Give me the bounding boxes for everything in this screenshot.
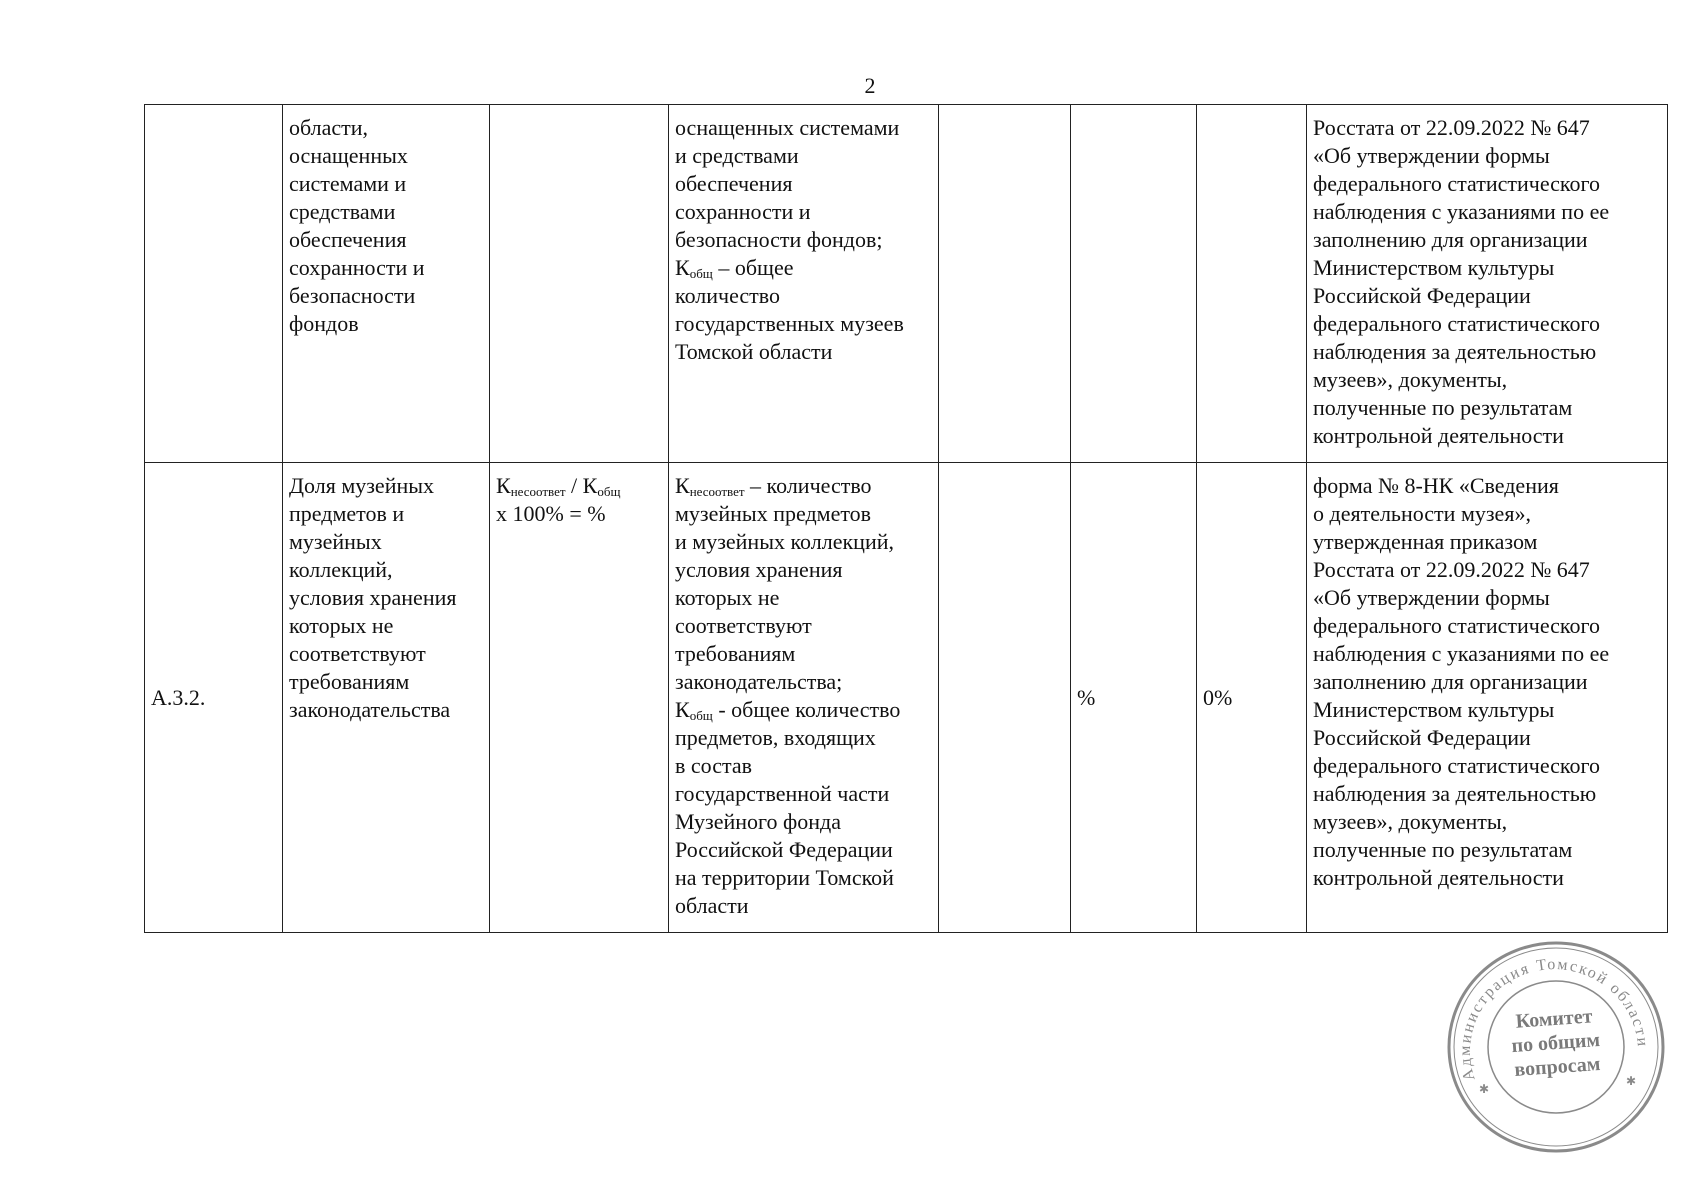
text-line: условия хранения bbox=[289, 585, 457, 610]
text-line: наблюдения за деятельностью bbox=[1313, 339, 1597, 364]
page-number: 2 bbox=[864, 73, 876, 98]
text-line: федерального статистического bbox=[1313, 311, 1600, 336]
text-line: сохранности и bbox=[675, 199, 811, 224]
text-line: законодательства; bbox=[675, 669, 843, 694]
text-line: Российской Федерации bbox=[675, 837, 893, 862]
text-line: условия хранения bbox=[675, 557, 843, 582]
text-line: заполнению для организации bbox=[1313, 227, 1588, 252]
text-line: полученные по результатам bbox=[1313, 395, 1573, 420]
text-line: музейных bbox=[289, 529, 382, 554]
text-line: федерального статистического bbox=[1313, 613, 1600, 638]
cell-number: А.3.2. bbox=[145, 463, 283, 933]
text-line: оснащенных bbox=[289, 143, 408, 168]
text-line: области bbox=[675, 893, 749, 918]
cell-unit bbox=[1071, 105, 1197, 463]
text-line: и музейных коллекций, bbox=[675, 529, 894, 554]
text-line: сохранности и bbox=[289, 255, 425, 280]
text-line: утвержденная приказом bbox=[1313, 529, 1538, 554]
text-line: области, bbox=[289, 115, 369, 140]
cell-indicator-name bbox=[283, 105, 490, 463]
cell-source bbox=[1307, 463, 1668, 933]
text-line: контрольной деятельности bbox=[1313, 423, 1564, 448]
text-line: наблюдения с указаниями по ее bbox=[1313, 199, 1610, 224]
text-line: музеев», документы, bbox=[1313, 809, 1508, 834]
star-icon: ✱ bbox=[1479, 1082, 1490, 1096]
text-line: количество bbox=[675, 283, 781, 308]
cell-description bbox=[669, 463, 939, 933]
text-line: музеев», документы, bbox=[1313, 367, 1508, 392]
text-line: законодательства bbox=[289, 697, 451, 722]
text-line: соответствуют bbox=[675, 613, 812, 638]
text-line: музейных предметов bbox=[675, 501, 872, 526]
text-line: на территории Томской bbox=[675, 865, 894, 890]
cell-value bbox=[1197, 105, 1307, 463]
text-line: оснащенных системами bbox=[675, 115, 900, 140]
text-line: обеспечения bbox=[675, 171, 793, 196]
text-line: фондов bbox=[289, 311, 359, 336]
stamp-line: вопросам bbox=[1513, 1052, 1602, 1081]
official-stamp bbox=[1443, 937, 1671, 1157]
text-line: федерального статистического bbox=[1313, 753, 1600, 778]
text-line: Российской Федерации bbox=[1313, 725, 1531, 750]
text-line: государственной части bbox=[675, 781, 890, 806]
cell-number bbox=[145, 105, 283, 463]
text-line: требованиям bbox=[675, 641, 796, 666]
table-row bbox=[145, 463, 1668, 933]
stamp-line: Комитет bbox=[1514, 1005, 1594, 1033]
text-line: предметов, входящих bbox=[675, 725, 876, 750]
indicators-table bbox=[144, 104, 1668, 933]
text-line: контрольной деятельности bbox=[1313, 865, 1564, 890]
text-line: Министерством культуры bbox=[1313, 697, 1555, 722]
text-line: которых не bbox=[675, 585, 780, 610]
cell-empty bbox=[939, 105, 1071, 463]
text-line: Российской Федерации bbox=[1313, 283, 1531, 308]
text-line: Министерством культуры bbox=[1313, 255, 1555, 280]
star-icon: ✱ bbox=[1626, 1074, 1637, 1088]
text-line: Росстата от 22.09.2022 № 647 bbox=[1313, 557, 1590, 582]
text-line: полученные по результатам bbox=[1313, 837, 1573, 862]
cell-formula bbox=[490, 463, 669, 933]
text-line: государственных музеев bbox=[675, 311, 904, 336]
text-line: наблюдения с указаниями по ее bbox=[1313, 641, 1610, 666]
text-line: соответствуют bbox=[289, 641, 426, 666]
text-line: заполнению для организации bbox=[1313, 669, 1588, 694]
text-line: Томской области bbox=[675, 339, 833, 364]
cell-description bbox=[669, 105, 939, 463]
variable-definition: $К_{несоответ}$ – количество bbox=[675, 473, 872, 499]
stamp-line: по общим bbox=[1510, 1028, 1601, 1058]
text-line: предметов и bbox=[289, 501, 405, 526]
text-line: обеспечения bbox=[289, 227, 407, 252]
text-line: «Об утверждении формы bbox=[1313, 143, 1550, 168]
text-line: Доля музейных bbox=[289, 473, 435, 498]
text-line: средствами bbox=[289, 199, 396, 224]
variable-definition: $К_{общ}$ – общее bbox=[675, 255, 794, 281]
text-line: которых не bbox=[289, 613, 394, 638]
stamp-ring-text: Администрация Томской области bbox=[1456, 956, 1652, 1083]
text-line: в состав bbox=[675, 753, 752, 778]
formula: $К_{несоответ} / К_{общ}$ bbox=[496, 473, 621, 499]
text-line: безопасности bbox=[289, 283, 416, 308]
text-line: о деятельности музея», bbox=[1313, 501, 1531, 526]
text-line: коллекций, bbox=[289, 557, 393, 582]
cell-indicator-name bbox=[283, 463, 490, 933]
text-line: Музейного фонда bbox=[675, 809, 841, 834]
text-line: федерального статистического bbox=[1313, 171, 1600, 196]
text-line: форма № 8-НК «Сведения bbox=[1313, 473, 1559, 498]
text-line: «Об утверждении формы bbox=[1313, 585, 1550, 610]
text-line: и средствами bbox=[675, 143, 799, 168]
text-line: безопасности фондов; bbox=[675, 227, 883, 252]
cell-unit: % bbox=[1071, 463, 1197, 933]
cell-formula bbox=[490, 105, 669, 463]
cell-empty bbox=[939, 463, 1071, 933]
formula-line-2: х 100% = % bbox=[496, 501, 606, 526]
table-row bbox=[145, 105, 1668, 463]
text-line: Росстата от 22.09.2022 № 647 bbox=[1313, 115, 1590, 140]
text-line: наблюдения за деятельностью bbox=[1313, 781, 1597, 806]
variable-definition: $К_{общ}$ - общее количество bbox=[675, 697, 901, 723]
text-line: системами и bbox=[289, 171, 407, 196]
cell-source bbox=[1307, 105, 1668, 463]
text-line: требованиям bbox=[289, 669, 410, 694]
cell-value: 0% bbox=[1197, 463, 1307, 933]
